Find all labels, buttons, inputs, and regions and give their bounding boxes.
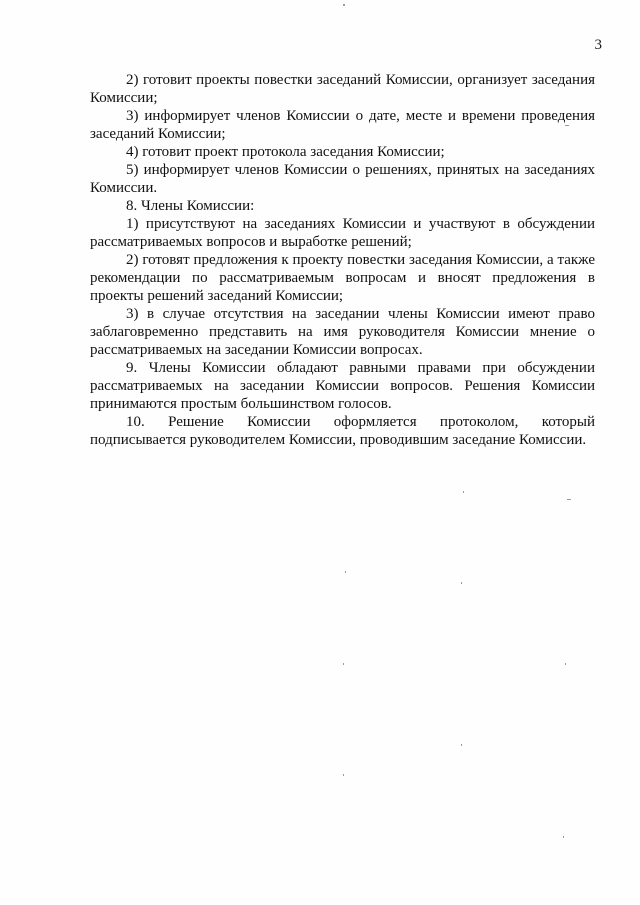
paragraph-section-10: 10. Решение Комиссии оформляется протоколом, который подписывается руководителем Комиссии, проводившим заседание Комиссии. — [90, 414, 595, 448]
section-heading-8: 8. Члены Комиссии: — [126, 198, 255, 214]
scan-speck — [565, 663, 566, 665]
scan-speck — [343, 774, 344, 776]
scan-speck — [461, 582, 462, 584]
scan-speck — [343, 4, 345, 6]
document-body — [90, 71, 595, 449]
paragraph-section-9: 9. Члены Комиссии обладают равными правами при обсуждении рассматриваемых на заседании Комиссии вопросов. Решения Комиссии принимаются простым большинством голосов. — [90, 360, 595, 412]
scan-speck — [567, 499, 571, 500]
scan-speck — [461, 744, 462, 746]
scan-speck — [463, 491, 464, 493]
scan-speck — [343, 663, 344, 665]
paragraph-item-2: 2) готовит проекты повестки заседаний Комиссии, организует заседания Комиссии; — [90, 72, 595, 106]
paragraph-member-3: 3) в случае отсутствия на заседании члены Комиссии имеют право заблаговременно представить на имя руководителя Комиссии мнение о рассматриваемых на заседании Комиссии вопросах. — [90, 306, 595, 358]
scan-speck — [345, 571, 346, 573]
page-number: 3 — [594, 37, 602, 53]
scan-speck — [563, 836, 564, 838]
paragraph-member-1: 1) присутствуют на заседаниях Комиссии и участвуют в обсуждении рассматриваемых вопросов и выработке решений; — [90, 216, 595, 250]
paragraph-member-2: 2) готовят предложения к проекту повестки заседания Комиссии, а также рекомендации по рассматриваемым вопросам и вносят предложения в проекты решений заседаний Комиссии; — [90, 252, 595, 304]
paragraph-item-3: 3) информирует членов Комиссии о дате, месте и времени проведения заседаний Комиссии; — [90, 108, 595, 142]
paragraph-item-5: 5) информирует членов Комиссии о решениях, принятых на заседаниях Комиссии. — [90, 162, 595, 196]
scan-speck — [565, 125, 569, 126]
paragraph-item-4: 4) готовит проект протокола заседания Комиссии; — [126, 144, 445, 160]
